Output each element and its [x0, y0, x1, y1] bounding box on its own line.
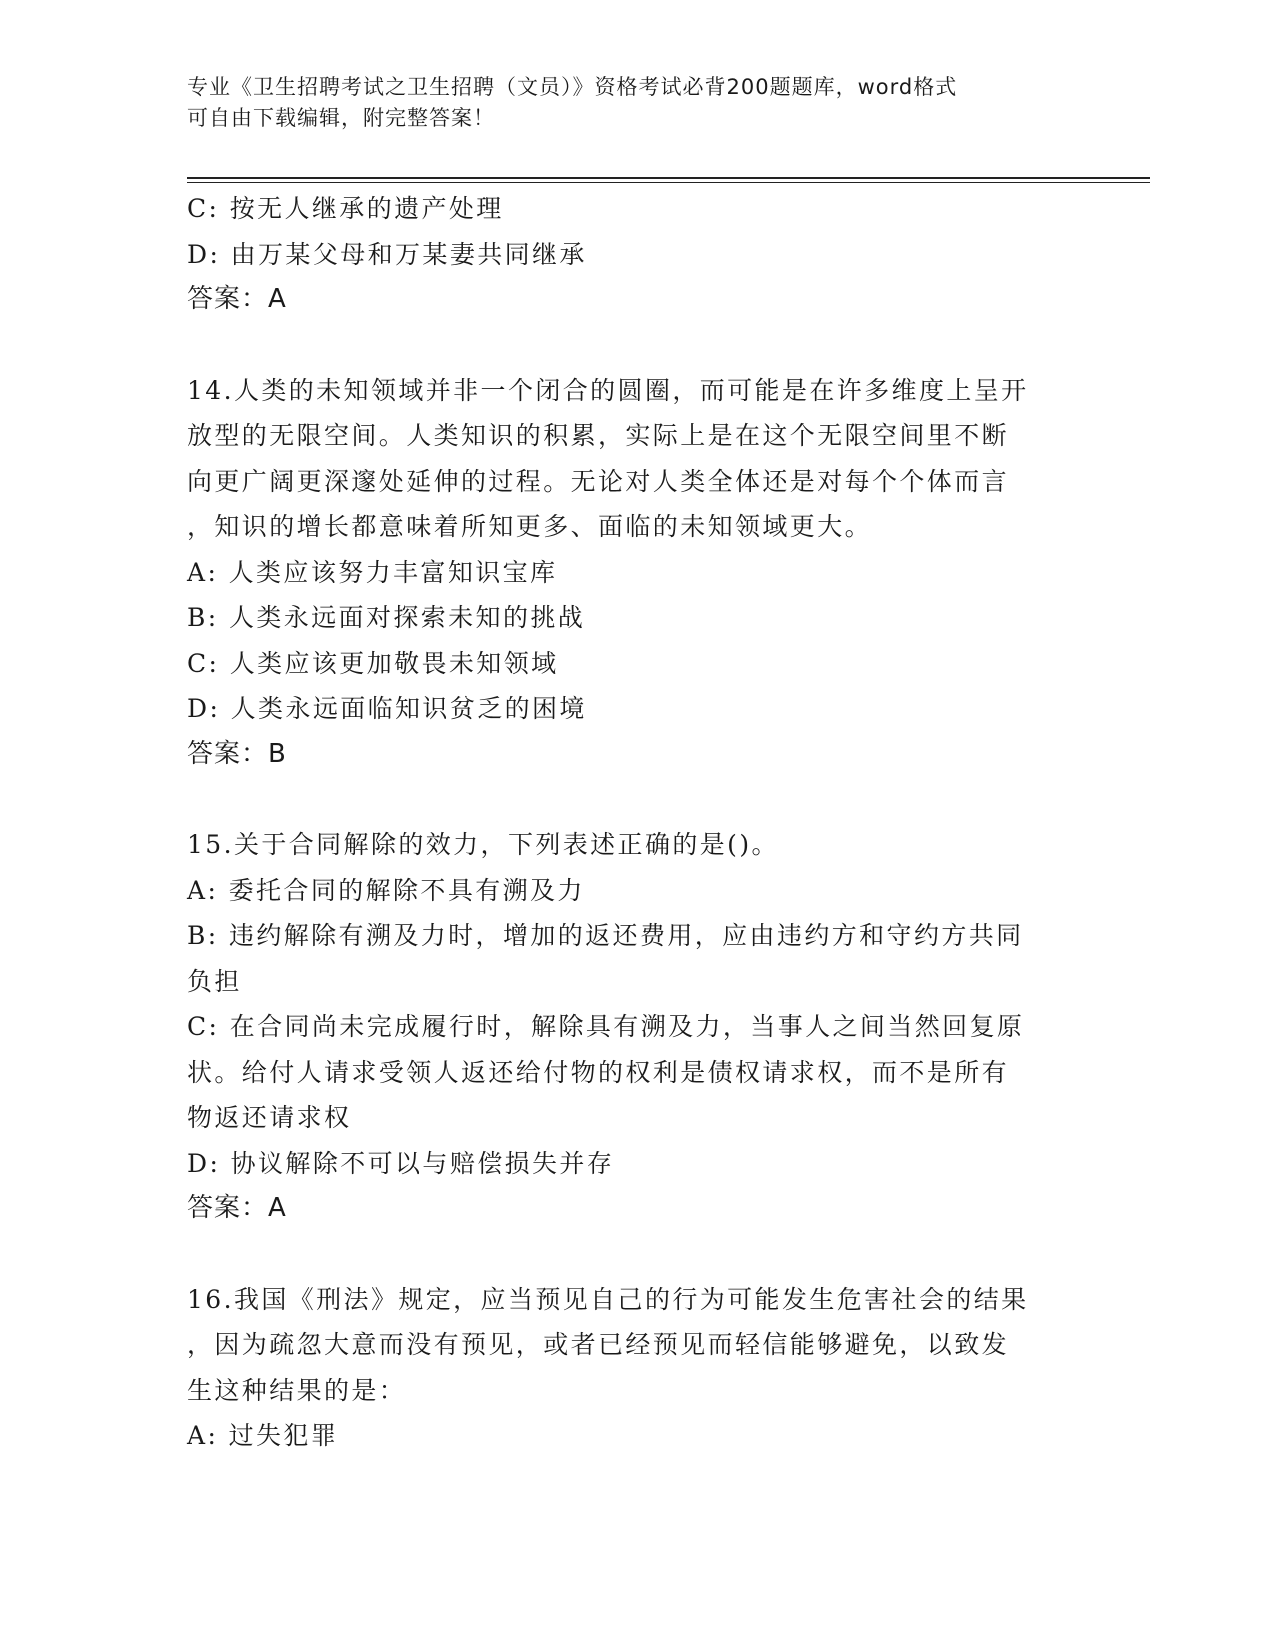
q13-answer: 答案：A	[187, 284, 287, 314]
header-title-line-2: 可自由下载编辑，附完整答案！	[187, 106, 495, 130]
header-divider	[187, 177, 1150, 183]
q14-answer: 答案：B	[187, 738, 287, 769]
header-title-line-1: 专业《卫生招聘考试之卫生招聘（文员）》资格考试必背200题题库，word格式	[187, 75, 958, 99]
question-15	[187, 822, 1067, 1232]
q16-stem-line: ，因为疏忽大意而没有预见，或者已经预见而轻信能够避免，以致发	[187, 1330, 1010, 1359]
q15-answer: 答案：A	[187, 1193, 287, 1223]
q14-option-a: A: 人类应该努力丰富知识宝库	[187, 557, 558, 587]
q16-stem-line: 生这种结果的是：	[187, 1375, 407, 1405]
question-14	[187, 368, 1067, 778]
spacer	[187, 1232, 1067, 1277]
q14-option-c: C: 人类应该更加敬畏未知领域	[187, 648, 559, 678]
q13-option-c: C: 按无人继承的遗产处理	[187, 194, 504, 223]
q15-option-d: D: 协议解除不可以与赔偿损失并存	[187, 1148, 615, 1178]
page-header	[187, 72, 1067, 134]
q15-option-a: A: 委托合同的解除不具有溯及力	[187, 875, 585, 905]
q14-stem-line: ，知识的增长都意味着所知更多、面临的未知领域更大。	[187, 512, 873, 541]
q13-option-d: D: 由万某父母和万某妻共同继承	[187, 239, 587, 269]
q15-option-c-line: C: 在合同尚未完成履行时，解除具有溯及力，当事人之间当然回复原	[187, 1012, 1025, 1041]
spacer	[187, 777, 1067, 822]
q14-option-d: D: 人类永远面临知识贫乏的困境	[187, 694, 587, 723]
spacer	[187, 323, 1067, 368]
q14-stem-line: 放型的无限空间。人类知识的积累，实际上是在这个无限空间里不断	[187, 421, 1010, 450]
q16-option-a: A: 过失犯罪	[187, 1421, 339, 1450]
q14-stem-line: 向更广阔更深邃处延伸的过程。无论对人类全体还是对每个个体而言	[187, 466, 1010, 496]
q14-stem-line: 14.人类的未知领域并非一个闭合的圆圈，而可能是在许多维度上呈开	[187, 375, 1029, 405]
q16-stem-line: 16.我国《刑法》规定，应当预见自己的行为可能发生危害社会的结果	[187, 1284, 1029, 1314]
q14-option-b: B: 人类永远面对探索未知的挑战	[187, 603, 586, 632]
q15-option-c-line: 状。给付人请求受领人返还给付物的权利是债权请求权，而不是所有	[187, 1057, 1010, 1087]
question-16	[187, 1277, 1067, 1459]
q15-option-b-line: B: 违约解除有溯及力时，增加的返还费用，应由违约方和守约方共同	[187, 921, 1024, 950]
q15-option-b-line: 负担	[187, 966, 242, 996]
q15-stem: 15.关于合同解除的效力，下列表述正确的是()。	[187, 830, 779, 859]
q15-option-c-line: 物返还请求权	[187, 1103, 352, 1132]
question-13-continued	[187, 186, 1067, 323]
document-body	[187, 186, 1067, 1459]
